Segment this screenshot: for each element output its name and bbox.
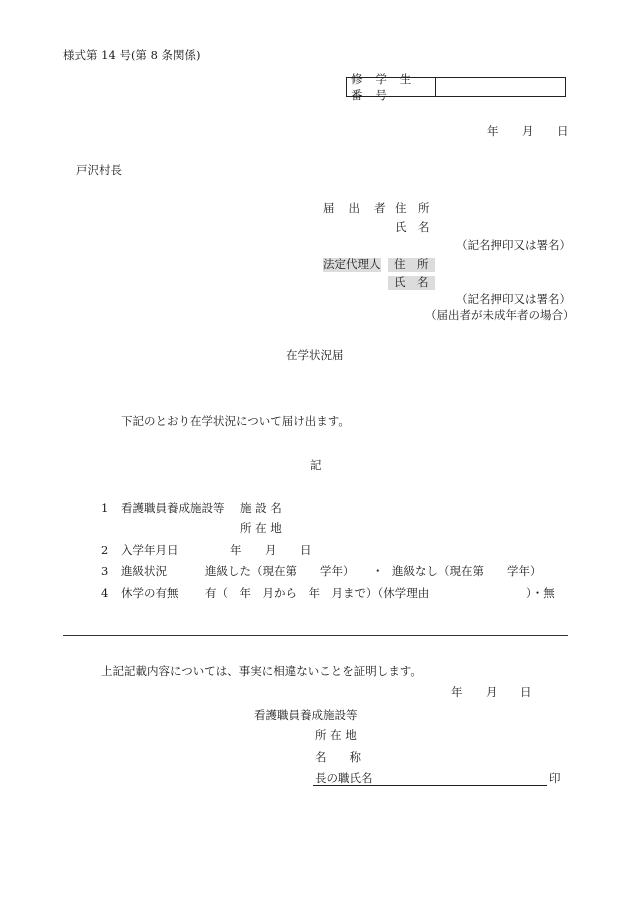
certification-text: 上記記載内容については、事実に相違ないことを証明します。 xyxy=(101,664,422,678)
cert-date-day: 日 xyxy=(520,685,532,699)
applicant-role-label: 届 出 者 xyxy=(323,201,391,215)
item-number: 4 xyxy=(101,586,109,600)
addressee: 戸沢村長 xyxy=(76,163,122,177)
guardian-name-label: 氏 名 xyxy=(388,276,435,290)
item-number: 3 xyxy=(101,564,109,578)
cert-address-label: 所 在 地 xyxy=(315,728,357,742)
intro-text: 下記のとおり在学状況について届け出ます。 xyxy=(121,414,350,428)
ki-heading: 記 xyxy=(310,458,322,472)
date-month: 月 xyxy=(522,124,534,138)
item-number: 2 xyxy=(101,543,109,557)
leave-tail-text: ）・無 xyxy=(526,586,555,600)
document-title: 在学状況届 xyxy=(286,348,344,362)
facility-type-label: 看護職員養成施設等 xyxy=(121,501,225,515)
promotion-status-label: 進級状況 xyxy=(121,564,167,578)
student-number-box xyxy=(346,72,566,102)
guardian-minor-note: （届出者が未成年者の場合） xyxy=(425,308,575,322)
cert-date-month: 月 xyxy=(486,685,498,699)
enrollment-day: 日 xyxy=(300,543,312,557)
facility-name-label: 施 設 名 xyxy=(240,501,282,515)
enrollment-month: 月 xyxy=(265,543,277,557)
applicant-name-label: 氏 名 xyxy=(395,220,430,234)
date-day: 日 xyxy=(557,124,569,138)
guardian-role-label: 法定代理人 xyxy=(323,257,381,271)
student-number-label: 修 学 生 番 号 xyxy=(347,78,436,96)
signature-line[interactable] xyxy=(313,785,547,786)
applicant-address-label: 住 所 xyxy=(395,201,430,215)
guardian-address-label: 住 所 xyxy=(388,258,435,272)
enrollment-date-label: 入学年月日 xyxy=(121,543,179,557)
seal-mark: 印 xyxy=(549,771,561,785)
cert-head-label: 長の職氏名 xyxy=(315,771,373,785)
form-number: 様式第 14 号(第 8 条関係) xyxy=(63,48,201,62)
leave-detail-text: 有（ 年 月から 年 月まで）（休学理由 xyxy=(205,586,430,600)
applicant-seal-note: （記名押印又は署名） xyxy=(456,238,571,252)
promotion-separator: ・ xyxy=(372,564,384,578)
section-divider xyxy=(63,635,568,636)
student-number-field[interactable] xyxy=(436,78,565,96)
cert-name-label: 名 称 xyxy=(315,750,361,764)
item-number: 1 xyxy=(101,501,109,515)
enrollment-year: 年 xyxy=(230,543,242,557)
guardian-seal-note: （記名押印又は署名） xyxy=(456,292,571,306)
leave-status-label: 休学の有無 xyxy=(121,586,179,600)
promotion-option-no: 進級なし（現在第 学年） xyxy=(392,564,542,578)
date-year: 年 xyxy=(487,124,499,138)
promotion-option-yes: 進級した（現在第 学年） xyxy=(205,564,355,578)
cert-facility-label: 看護職員養成施設等 xyxy=(254,708,358,722)
cert-date-year: 年 xyxy=(451,685,463,699)
facility-address-label: 所 在 地 xyxy=(240,521,282,535)
